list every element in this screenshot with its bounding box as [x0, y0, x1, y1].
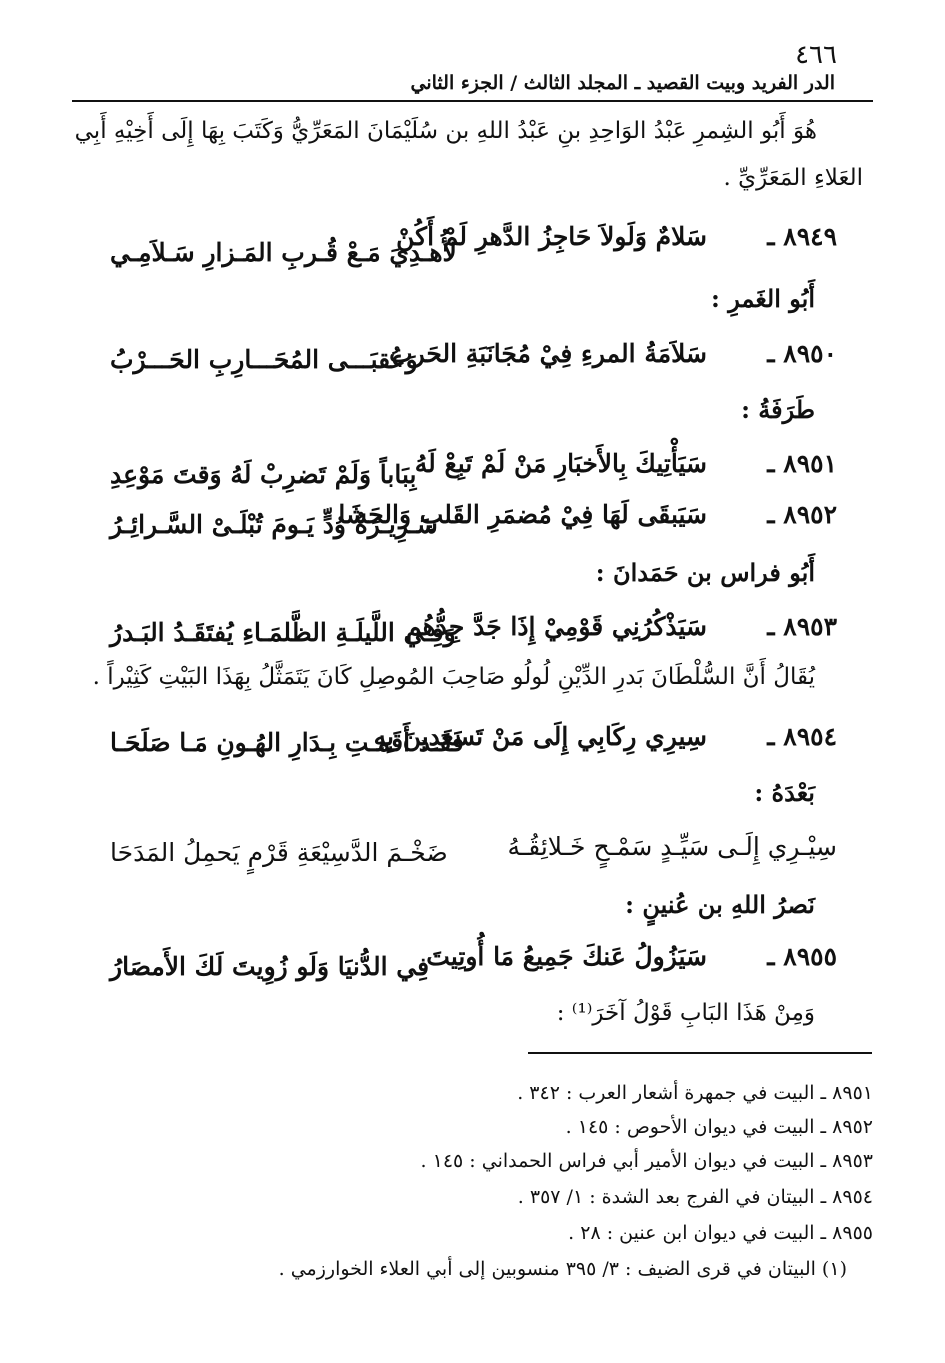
- footnote: ٨٩٥٥ ـ البيت في ديوان ابن عنين : ٢٨ .: [568, 1222, 873, 1244]
- verse-hemistich-1: سَيَأْتِيكَ بِالأَخبَارِ مَنْ لَمْ تَبِعْ لَهُ: [414, 449, 707, 478]
- verse-hemistich-2: فَقَـد أَقَمـتِ بِـدَارِ الهُـونِ مَـا صَلَحَـا: [110, 728, 464, 757]
- speaker-label: بَعْدَهُ :: [754, 778, 815, 807]
- speaker-label: أَبُو الغَمرِ :: [711, 284, 815, 313]
- intro-line-1: هُوَ أَبُو الشِمرِ عَبْدُ الوَاحِدِ بنِ عَبْدُ اللهِ بن سُلَيْمَانَ المَعَرِّيُّ وَكَتَبَ بِهَا إِلَى أَخِيْهِ أَبِي: [74, 118, 817, 144]
- verse-hemistich-1: سِيْـرِي إِلَـى سَيِّـدٍ سَمْـحٍ خَـلائِقُـهُ: [507, 832, 837, 861]
- intro-line-2: العَلاءِ المَعَرِّيِّ .: [723, 165, 863, 191]
- footnote: ٨٩٥٢ ـ البيت في ديوان الأحوص : ١٤٥ .: [565, 1116, 873, 1138]
- verse-hemistich-2: سَـرِيـرَةُ وُدٍّ يَـومَ تُبْلَـىْ السَّـرائِـرُ: [110, 510, 438, 539]
- verse-number: ٨٩٥٤ ـ: [767, 722, 837, 751]
- verse-hemistich-1: سِيرِي رِكَابِي إِلَى مَنْ تَسعَدِينَ بِهِ: [373, 722, 707, 751]
- verse-hemistich-1: سَيَزُولُ عَنكَ جَمِيعُ مَا أُوتِيتَ: [426, 942, 707, 971]
- verse-hemistich-2: فِي الدُّنيَا وَلَو زُوِيتَ لَكَ الأَمصَارُ: [110, 952, 430, 981]
- verse-number: ٨٩٤٩ ـ: [767, 222, 837, 251]
- speaker-label: نَصرُ اللهِ بن عُنينٍ :: [625, 890, 815, 919]
- header-rule: [72, 100, 873, 102]
- footnote: (١) البيتان في قرى الضيف : ٣/ ٣٩٥ منسوبين إلى أبي العلاء الخوارزمي .: [278, 1258, 847, 1280]
- verse-hemistich-2: وَعُقبَـــى المُحَـــارِبِ الحَـــرْبُ: [110, 345, 418, 374]
- page-number: ٤٦٦: [795, 40, 837, 70]
- footnote: ٨٩٥١ ـ البيت في جمهرة أشعار العرب : ٣٤٢ .: [517, 1082, 873, 1104]
- running-title: الدر الفريد وبيت القصيد ـ المجلد الثالث / الجزء الثاني: [410, 72, 835, 94]
- verse-hemistich-1: سَلاَمَةُ المرءِ فِيْ مُجَانَبَةِ الحَرب: [389, 339, 707, 368]
- verse-hemistich-2: وَفِـي اللَّيلَـةِ الظَّلمَـاءِ يُفتَقَـدُ البَـدرُ: [110, 618, 456, 647]
- verse-hemistich-1: سَيَذْكُرُنِي قَوْمِيْ إِذَا جَدَّ جِدُّهُم: [405, 612, 707, 641]
- speaker-label: أَبُو فراس بن حَمَدانَ :: [595, 558, 815, 587]
- prose-line: وَمِنْ هَذَا البَابِ قَوْلُ آخَرَ⁽¹⁾ :: [556, 1000, 815, 1026]
- verse-hemistich-1: سَيَبقَى لَهَا فِيْ مُضمَرِ القَلبِ وَالحَشَا: [338, 500, 707, 529]
- verse-hemistich-2: لأُهـدِيَ مَـعْ قُـربِ المَـزارِ سَـلاَمِـي: [110, 238, 457, 267]
- speaker-label: طَرَفَةُ :: [741, 395, 815, 424]
- verse-number: ٨٩٥٠ ـ: [767, 339, 837, 368]
- footnote: ٨٩٥٤ ـ البيتان في الفرج بعد الشدة : ١/ ٣٥٧ .: [517, 1186, 873, 1208]
- verse-hemistich-2: ضَخْـمَ الدَّسِيْعَةِ قَرْمٍ يَحمِلُ المَدَحَا: [110, 838, 448, 867]
- verse-number: ٨٩٥٥ ـ: [767, 942, 837, 971]
- verse-number: ٨٩٥٣ ـ: [767, 612, 837, 641]
- footnote-rule: [528, 1052, 872, 1054]
- verse-hemistich-2: بِبَاباً وَلَمْ تَضرِبْ لَهُ وَقتَ مَوْعِدِ: [110, 460, 417, 489]
- footnote: ٨٩٥٣ ـ البيت في ديوان الأمير أبي فراس الحمداني : ١٤٥ .: [420, 1150, 873, 1172]
- prose-line: يُقَالُ أَنَّ السُّلْطَانَ بَدرِ الدِّيْنِ لُولُو صَاحِبَ المُوصِلِ كَانَ يَتَمَثَّلُ بِهَذَا البَيْتِ كَثِيْراً .: [92, 664, 815, 690]
- verse-number: ٨٩٥٢ ـ: [767, 500, 837, 529]
- verse-hemistich-1: سَلامٌ وَلَولاَ حَاجِزُ الدَّهرِ لَمْ أَكُنْ: [396, 222, 707, 251]
- verse-number: ٨٩٥١ ـ: [767, 449, 837, 478]
